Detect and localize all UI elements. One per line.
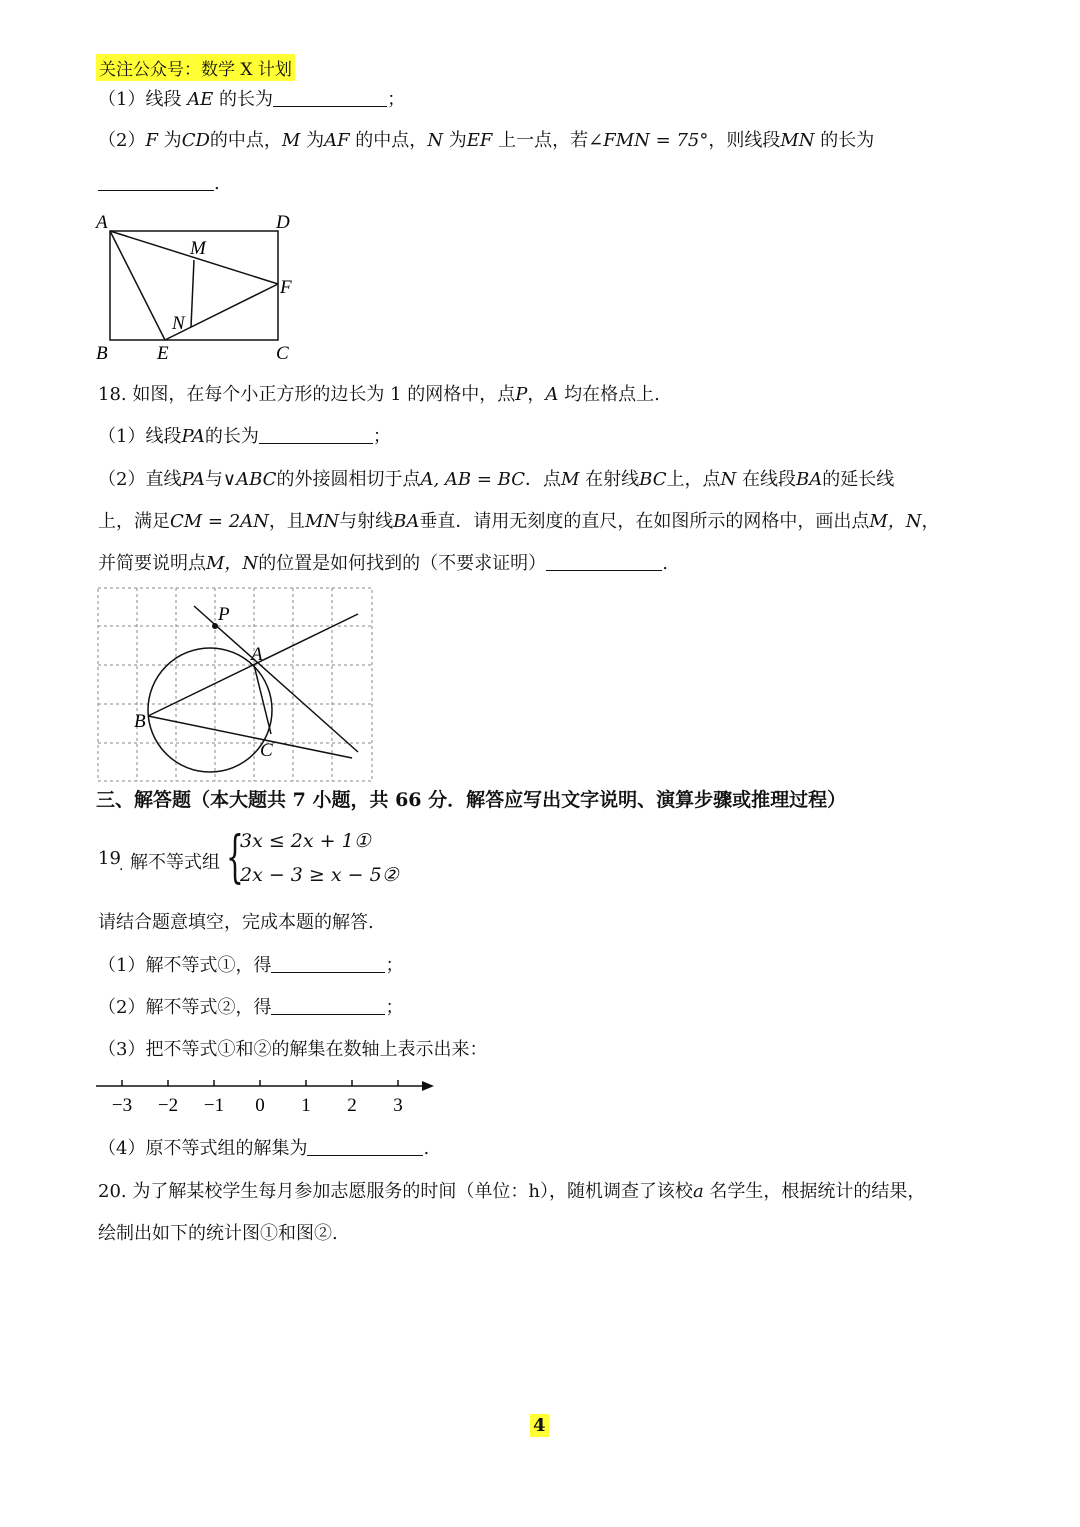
text: M [560,469,580,490]
q19-part2 [98,996,403,1020]
text: EF [466,130,493,151]
segment-ae [110,231,165,340]
text: （1）线段 [98,426,182,447]
text: . [662,553,668,574]
number-line-label: −3 [111,1095,133,1116]
inequality-1: 3x ≤ 2x + 1① [240,830,371,852]
q17-p1-end: ； [387,89,406,110]
text: 与∨ [204,469,237,490]
text: 的长为 [204,426,259,447]
number-line-label: 3 [393,1095,403,1116]
q17-part2 [98,129,874,153]
segment-ac [254,665,271,734]
text: 为 [157,130,182,151]
q19-part3: （3）把不等式①和②的解集在数轴上表示出来： [98,1039,488,1060]
number-line-arrow [422,1081,434,1091]
label-a: A [251,644,263,665]
label-n: N [172,313,185,334]
label-p: P [218,604,230,625]
label-c: C [276,343,289,364]
text: 在射线 [579,469,640,490]
answer-blank[interactable] [273,88,387,107]
text: 20. 为了解某校学生每月参加志愿服务的时间（单位：h），随机调查了该校 [98,1181,693,1202]
label-c: C [260,740,273,761]
text: 在线段 [736,469,796,490]
answer-blank[interactable] [307,1137,423,1156]
angle-condition: ∠FMN = 75° [588,130,709,151]
text: M [281,130,301,151]
text: 的中点， [349,130,428,151]
text: （4）原不等式组的解集为 [98,1138,308,1159]
label-b: B [134,711,146,732]
text: 上，点 [666,469,721,490]
label-f: F [280,277,292,298]
text: ； [385,955,404,976]
number-line-label: 1 [301,1095,311,1116]
text: MN [304,511,340,532]
text: a [692,1181,704,1202]
q18-intro [98,383,660,407]
text: （2） [98,130,146,151]
text: 的长为 [814,130,875,151]
label-e: E [157,343,169,364]
text: 的外接圆相切于点 [276,469,421,490]
text: A, AB = BC [420,469,525,490]
text: BA [795,469,823,490]
answer-blank[interactable] [546,552,662,571]
number-line-label: 2 [347,1095,357,1116]
text: CD [181,130,210,151]
label-a: A [96,212,108,233]
text: 18. 如图，在每个小正方形的边长为 1 的网格中，点 [98,384,516,405]
inequality-2: 2x − 3 ≥ x − 5② [240,864,399,886]
segment-mn [191,260,194,327]
dashed-grid [98,588,372,781]
text: 上，满足 [98,511,170,532]
text: 为 [300,130,325,151]
text: （2）直线 [98,469,182,490]
q19-prompt: 请结合题意填空，完成本题的解答. [98,912,374,933]
answer-blank[interactable] [259,425,373,444]
number-line-label: −1 [203,1095,225,1116]
text: ， [921,511,940,532]
text: 并简要说明点 [98,553,206,574]
q20-line1 [98,1180,925,1204]
text: PA [181,469,205,490]
text: 名学生，根据统计的结果， [703,1181,926,1202]
q19-part4 [98,1137,429,1161]
q17-part2-answer [98,172,220,196]
text: 与射线 [339,511,394,532]
text: 均在格点上. [558,384,660,405]
q17-rectangle-figure [90,206,310,366]
text: PA [181,426,205,447]
text: A [545,384,559,405]
text: BC [639,469,667,490]
label-b: B [96,343,108,364]
number-line-label: 0 [255,1095,265,1116]
ray-bc [148,716,352,758]
circumcircle [148,648,272,772]
q19-dot: . [119,858,124,874]
text: AF [324,130,350,151]
q19-part1 [98,954,403,978]
text: N [720,469,737,490]
text: ； [372,426,391,447]
text: ．点 [524,469,561,490]
text: . [423,1138,430,1159]
page-number: 4 [530,1414,549,1437]
text: 为 [443,130,467,151]
q18-part2-line1 [98,468,894,492]
text: M，N [869,511,922,532]
number-line [94,1072,439,1122]
text: . [214,173,220,194]
q19-lead: 解不等式组 [130,852,220,873]
q18-grid-figure [96,586,376,784]
text: P [515,384,528,405]
section-heading: 三、解答题（本大题共 7 小题，共 66 分．解答应写出文字说明、演算步骤或推理过程） [96,789,847,811]
q18-part2-line2 [98,510,940,534]
text: CM = 2AN [170,511,269,532]
q18-part2-line3 [98,552,668,576]
label-d: D [276,212,290,233]
text: BA [393,511,420,532]
answer-blank[interactable] [271,954,385,973]
q17-p1-prefix: （1）线段 [98,89,188,110]
system-brace: { [226,825,244,890]
text: （1）解不等式①，得 [98,955,272,976]
label-m: M [190,238,206,259]
answer-blank[interactable] [271,996,385,1015]
text: 的位置是如何找到的（不要求证明） [258,553,547,574]
text: ，且 [268,511,305,532]
answer-blank[interactable] [98,172,214,191]
text: ； [385,997,404,1018]
number-line-label: −2 [157,1095,179,1116]
header-banner: 关注公众号：数学 X 计划 [96,54,295,81]
text: （2）解不等式②，得 [98,997,272,1018]
text: 垂直．请用无刻度的直尺，在如图所示的网格中，画出点 [419,511,870,532]
text: 上一点，若 [492,130,589,151]
text: ， [527,384,546,405]
q18-part1 [98,425,391,449]
q20-line2: 绘制出如下的统计图①和图②. [98,1223,338,1244]
q17-part1 [98,88,405,112]
text: ，则线段 [708,130,781,151]
text: M，N [206,553,259,574]
q19-number: 19 [98,848,121,869]
text: MN [780,130,815,151]
text: 的中点， [209,130,282,151]
q17-p1-var: AE [187,89,214,110]
text: ABC [236,469,277,490]
text: F [145,130,158,151]
text: N [427,130,444,151]
q17-p1-suffix: 的长为 [213,89,274,110]
text: 的延长线 [822,469,895,490]
